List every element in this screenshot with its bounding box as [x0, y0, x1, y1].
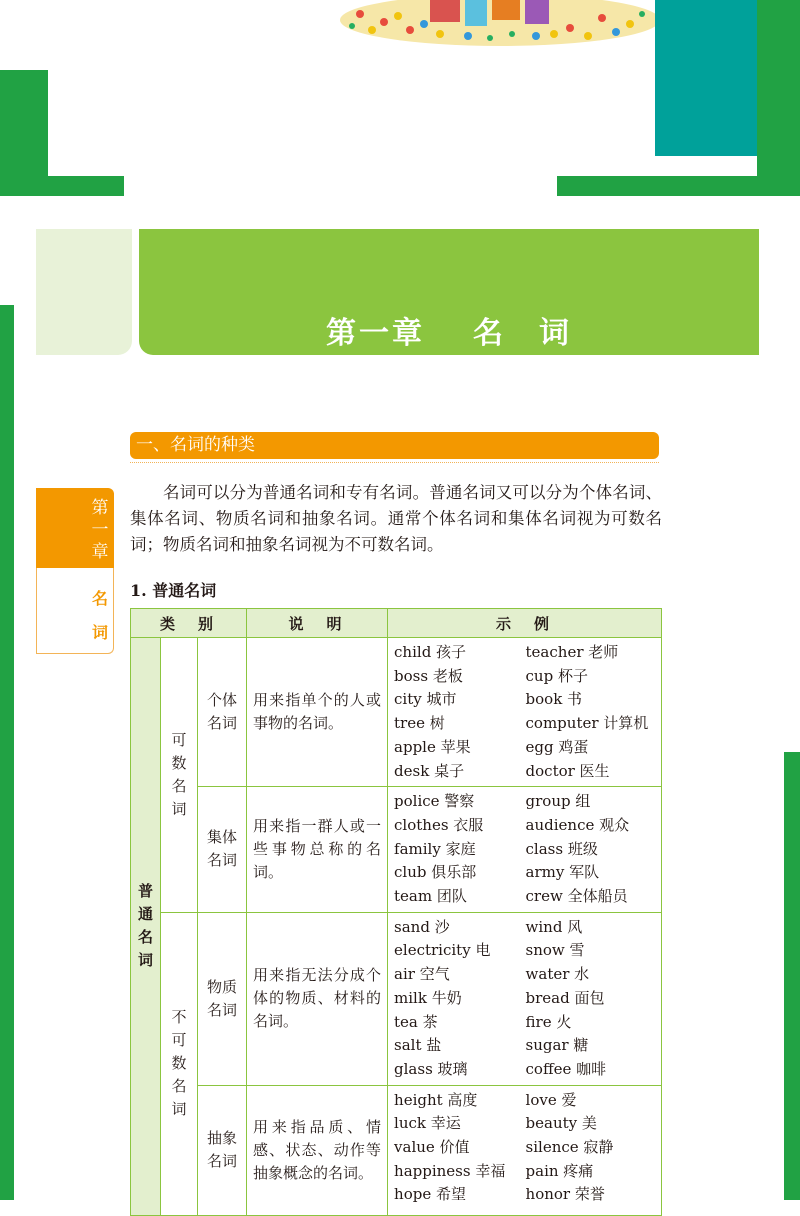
banner-side-tab	[36, 229, 132, 355]
countable-label: 可 数 名 词	[161, 638, 198, 913]
category-description: 用来指一群人或一些事物总称的名词。	[247, 787, 388, 913]
group-label-common-noun: 普 通 名 词	[131, 638, 161, 1216]
subcategory-label: 个体 名词	[198, 638, 247, 787]
side-tag-char: 第	[91, 498, 109, 518]
uncountable-label: 不 可 数 名 词	[161, 912, 198, 1215]
chapter-name: 名 词	[473, 316, 572, 351]
table-row	[131, 638, 662, 787]
table-row	[131, 1085, 662, 1215]
examples-column-2: love 爱 beauty 美 silence 寂静 pain 疼痛 honor 荣誉	[522, 1085, 662, 1215]
side-tag-char: 词	[91, 623, 108, 642]
category-description: 用来指单个的人或事物的名词。	[247, 638, 388, 787]
side-chapter-tag	[36, 488, 114, 568]
decor-left-strip	[0, 305, 14, 1200]
side-chapter-name-tag	[36, 568, 114, 654]
decor-right-strip	[784, 752, 800, 1200]
table-row	[131, 787, 662, 913]
common-nouns-table	[130, 608, 662, 1216]
examples-column-1: police 警察 clothes 衣服 family 家庭 club 俱乐部 team 团队	[388, 787, 522, 913]
table-header-row	[131, 609, 662, 638]
intro-paragraph	[130, 480, 662, 558]
decor-teal-block	[655, 0, 757, 156]
intro-text: 名词可以分为普通名词和专有名词。普通名词又可以分为个体名词、集体名词、物质名词和抽象名词。通常个体名词和集体名词视为可数名词；物质名词和抽象名词视为不可数名词。	[130, 483, 662, 554]
side-tag-char: 章	[91, 542, 109, 562]
flower-field-illustration	[340, 0, 655, 46]
subcategory-label: 抽象 名词	[198, 1085, 247, 1215]
header-examples: 示 例	[388, 609, 662, 638]
section-title: 一、名词的种类	[136, 435, 255, 455]
examples-column-2: group 组 audience 观众 class 班级 army 军队 crew 全体船员	[522, 787, 662, 913]
decor-green-right-post	[757, 0, 800, 196]
examples-column-1: height 高度 luck 幸运 value 价值 happiness 幸福 hope 希望	[388, 1085, 522, 1215]
side-tag-char: 一	[91, 520, 109, 540]
subcategory-label: 物质 名词	[198, 912, 247, 1085]
table-row	[131, 912, 662, 1085]
decor-green-left-bar	[0, 70, 48, 196]
examples-column-1: child 孩子 boss 老板 city 城市 tree 树 apple 苹果 desk 桌子	[388, 638, 522, 787]
examples-column-2: teacher 老师 cup 杯子 book 书 computer 计算机 egg 鸡蛋 doctor 医生	[522, 638, 662, 787]
subcategory-label: 集体 名词	[198, 787, 247, 913]
header-explanation: 说 明	[247, 609, 388, 638]
category-description: 用来指品质、情感、状态、动作等抽象概念的名词。	[247, 1085, 388, 1215]
chapter-title	[139, 308, 759, 352]
header-category: 类 别	[131, 609, 247, 638]
category-description: 用来指无法分成个体的物质、材料的名词。	[247, 912, 388, 1085]
decor-green-left-foot	[48, 176, 124, 196]
sub-heading: 1. 普通名词	[130, 581, 217, 600]
side-tag-char: 名	[91, 589, 108, 608]
chapter-number: 第一章	[326, 316, 425, 351]
section-divider	[130, 462, 659, 463]
examples-column-1: sand 沙 electricity 电 air 空气 milk 牛奶 tea 茶 salt 盐 glass 玻璃	[388, 912, 522, 1085]
examples-column-2: wind 风 snow 雪 water 水 bread 面包 fire 火 sugar 糖 coffee 咖啡	[522, 912, 662, 1085]
